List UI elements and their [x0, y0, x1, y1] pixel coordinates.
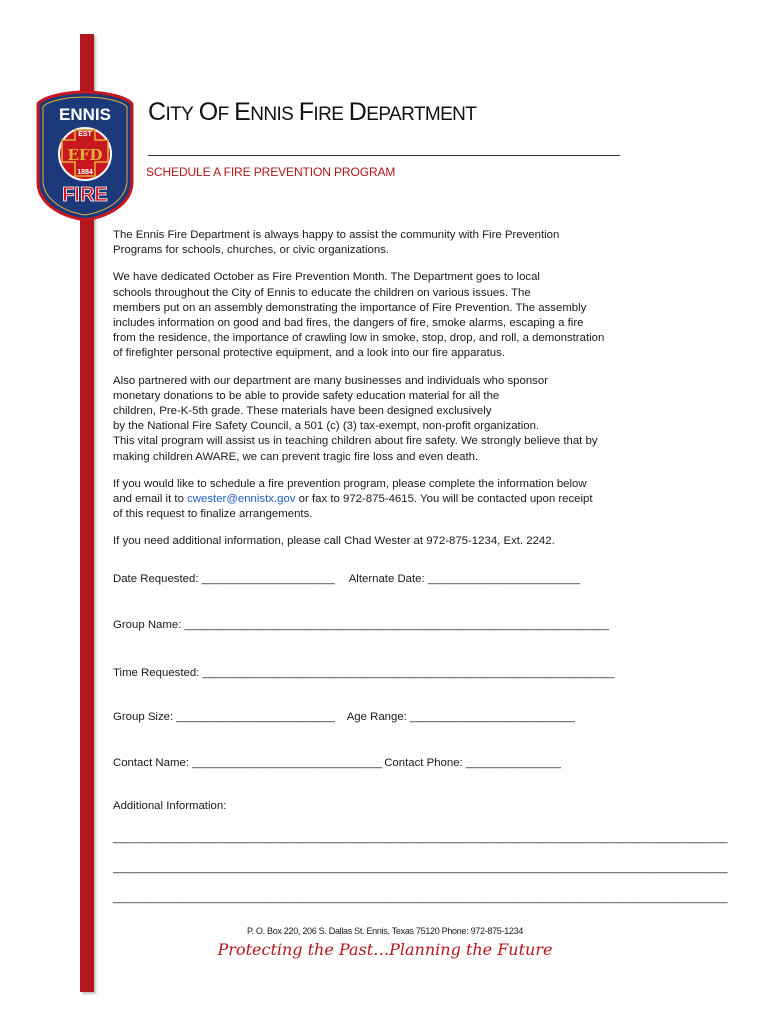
additional-info-line[interactable]: _________________________________________________________________________________________________: [113, 862, 728, 874]
text-line: includes information on good and bad fires, the dangers of fire, smoke alarms, escaping a fire: [113, 317, 584, 330]
footer-address: P. O. Box 220, 206 S. Dallas St. Ennis, Texas 75120 Phone: 972-875-1234: [246, 926, 524, 936]
text-line: Also partnered with our department are many businesses and individuals who sponsor: [113, 374, 548, 387]
title-rest: ITY: [165, 104, 194, 125]
text-line: This vital program will assist us in teaching children about fire safety. We strongly believe that by: [113, 435, 598, 448]
title-rest: IRE: [313, 104, 344, 125]
title-initial: O: [198, 98, 218, 126]
text-line: making children AWARE, we can prevent tragic fire loss and even death.: [113, 450, 479, 463]
paragraph-fire-prevention-month: [113, 270, 673, 361]
text-line: If you need additional information, please call Chad Wester at 972-875-1234, Ext. 2242.: [113, 535, 555, 548]
page-title: [148, 98, 476, 127]
title-rest: F: [217, 104, 229, 125]
group-name-field[interactable]: Group Name: ___________________________________________________________________: [113, 619, 609, 631]
text-line: [113, 492, 673, 507]
form-row-size-age: [113, 711, 575, 723]
text-line: The Ennis Fire Department is always happy to assist the community with Fire Prevention: [113, 229, 560, 241]
footer-motto: Protecting the Past…Planning the Future: [217, 940, 553, 959]
title-initial: D: [348, 98, 367, 126]
fire-department-badge-logo: [36, 90, 134, 222]
text-line: We have dedicated October as Fire Prevention Month. The Department goes to local: [113, 271, 540, 284]
text-line: of this request to finalize arrangements.: [113, 508, 313, 521]
contact-name-field[interactable]: Contact Name: ______________________________: [113, 757, 383, 769]
text-line: from the residence, the importance of crawling low in smoke, stop, drop, and roll, a demonstration: [113, 332, 605, 345]
title-initial: F: [298, 98, 314, 126]
alternate-date-field[interactable]: Alternate Date: ________________________: [348, 573, 580, 585]
text-fragment: and email it to: [113, 493, 188, 506]
badge-top-text: ENNIS: [59, 105, 111, 124]
group-size-field[interactable]: Group Size: _________________________: [113, 711, 335, 723]
text-line: children, Pre-K-5th grade. These materials have been designed exclusively: [113, 405, 492, 418]
title-rest: EPARTMENT: [366, 104, 477, 125]
paragraph-intro: [113, 228, 673, 258]
text-line: If you would like to schedule a fire prevention program, please complete the information below: [113, 477, 587, 490]
text-line: monetary donations to be able to provide safety education material for all the: [113, 389, 500, 402]
text-fragment: or fax to 972-875-4615. You will be contacted upon receipt: [295, 493, 593, 506]
additional-info-line[interactable]: _________________________________________________________________________________________________: [113, 832, 728, 844]
time-requested-field[interactable]: Time Requested: _________________________________________________________________: [113, 667, 615, 679]
text-line: members put on an assembly demonstrating the importance of Fire Prevention. The assembly: [113, 301, 587, 314]
title-rest: NNIS: [250, 104, 294, 125]
additional-info-line[interactable]: _________________________________________________________________________________________________: [113, 892, 728, 904]
text-line: of firefighter personal protective equipment, and a look into our fire apparatus.: [113, 347, 505, 360]
paragraph-sponsors: [113, 374, 673, 465]
badge-bottom-text: FIRE: [62, 184, 108, 206]
form-row-contact: [113, 757, 561, 769]
contact-phone-field[interactable]: Contact Phone: _______________: [384, 757, 561, 769]
text-line: Programs for schools, churches, or civic organizations.: [113, 244, 390, 257]
title-underline: [148, 155, 620, 156]
title-initial: E: [234, 98, 251, 126]
body-text: [113, 228, 673, 562]
page-subtitle: SCHEDULE A FIRE PREVENTION PROGRAM: [146, 165, 396, 179]
date-requested-field[interactable]: Date Requested: _____________________: [113, 573, 335, 585]
paragraph-contact-info: [113, 534, 673, 549]
page-title-text: [148, 100, 476, 125]
badge-est-text: EST: [78, 131, 92, 138]
text-line: by the National Fire Safety Council, a 501 (c) (3) tax-exempt, non-profit organization.: [113, 420, 540, 433]
title-initial: C: [148, 98, 166, 126]
email-link[interactable]: cwester@ennistx.gov: [187, 493, 296, 506]
text-line: schools throughout the City of Ennis to educate the children on various issues. The: [113, 286, 531, 299]
paragraph-schedule-instructions: [113, 477, 673, 523]
form-row-dates: [113, 573, 580, 585]
badge-monogram: EFD: [67, 146, 103, 164]
badge-year-text: 1884: [77, 169, 93, 176]
additional-information-label: Additional Information:: [113, 800, 227, 812]
age-range-field[interactable]: Age Range: __________________________: [346, 711, 575, 723]
